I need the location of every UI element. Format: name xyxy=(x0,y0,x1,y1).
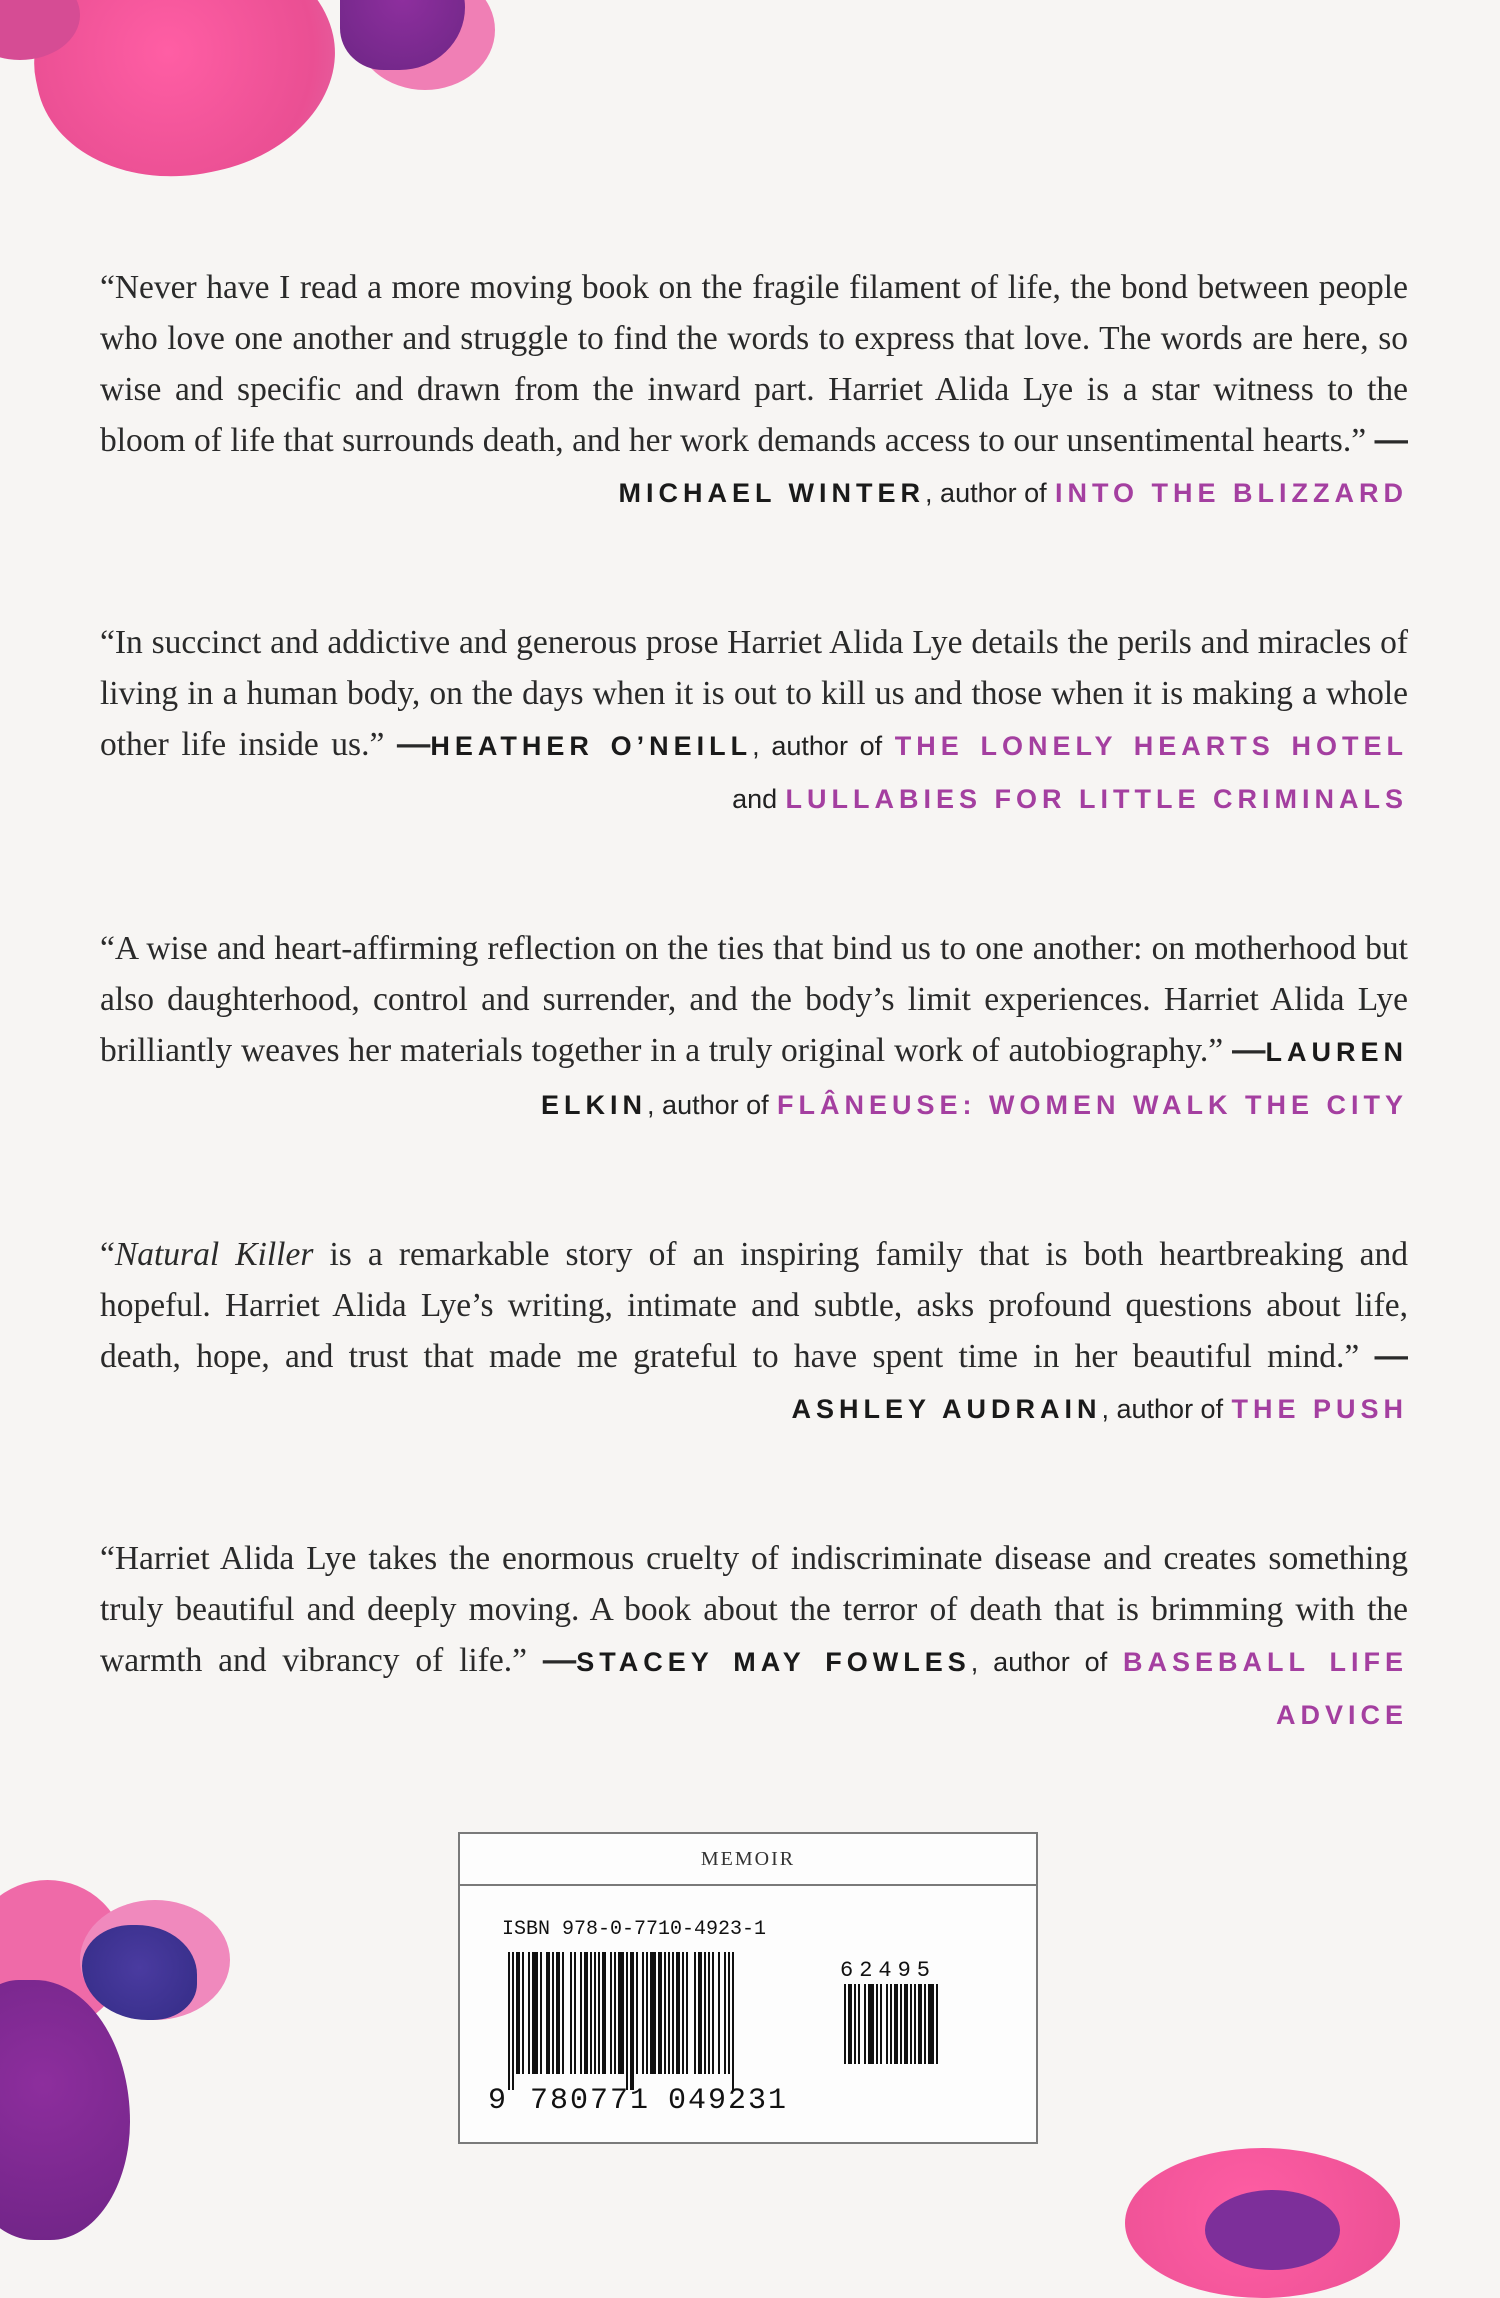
author-credit: , author of xyxy=(925,478,1047,508)
em-dash: — xyxy=(542,1642,577,1679)
barcode-bar xyxy=(614,1952,616,2074)
quote-text: “ xyxy=(100,1236,115,1273)
barcode-bar xyxy=(868,1984,874,2064)
barcode-bar xyxy=(848,1984,852,2064)
author-book-title: BASEBALL LIFE ADVICE xyxy=(1123,1647,1408,1730)
author-credit: , author of xyxy=(970,1647,1108,1677)
blurbs-section xyxy=(100,262,1408,1839)
barcode-bar xyxy=(636,1952,638,2074)
barcode-bar xyxy=(724,1952,726,2074)
barcode-bar xyxy=(552,1952,554,2074)
quote-text: “Never have I read a more moving book on the fragile filament of life, the bond between people who love one another and struggle to find the words to express that love. The words are here, so wise and specific and drawn from the inward part. Harriet Alida Lye is a star witness to the bloom of life that surrounds death, and her work demands access to our unsentimental hearts.” xyxy=(100,269,1408,459)
barcode-bar xyxy=(590,1952,592,2074)
barcode-bar xyxy=(928,1984,934,2064)
em-dash: — xyxy=(396,726,431,763)
quote-text: “Harriet Alida Lye takes the enormous cruelty of indiscriminate disease and creates something truly beautiful and deeply moving. A book about the terror of death that is brimming with the warmth and vibrancy of life.” xyxy=(100,1540,1408,1679)
barcode-bar xyxy=(698,1952,702,2074)
barcode-bar xyxy=(910,1984,912,2064)
barcode-bar xyxy=(528,1952,530,2074)
barcode-bar xyxy=(508,1952,510,2090)
quote-author: LAUREN ELKIN xyxy=(541,1037,1408,1120)
barcode-bar xyxy=(574,1952,576,2074)
barcode-bar xyxy=(570,1952,572,2074)
barcode-bar xyxy=(718,1952,720,2074)
barcode-left-digits: 780771 xyxy=(530,2084,651,2118)
barcode-bar xyxy=(584,1952,588,2074)
em-dash: — xyxy=(1374,422,1408,459)
barcode-lead-digit: 9 xyxy=(488,2084,507,2118)
barcode-bar xyxy=(936,1984,938,2064)
watercolor-blob-bottom-right-purple xyxy=(1205,2190,1340,2270)
quote-author: HEATHER O’NEILL xyxy=(430,731,753,761)
quote-author: MICHAEL WINTER xyxy=(618,478,926,508)
blurb-quote xyxy=(100,923,1408,1131)
barcode-bar xyxy=(664,1952,666,2074)
barcode-bar xyxy=(610,1952,612,2074)
watercolor-blob-bottom-left-purple xyxy=(0,1980,130,2240)
book-title-italic: Natural Killer xyxy=(114,1236,314,1273)
em-dash: — xyxy=(1374,1338,1408,1375)
barcode-bar xyxy=(676,1952,680,2074)
barcode-bar xyxy=(630,1952,634,2090)
barcode-bar xyxy=(728,1952,730,2074)
barcode-bar xyxy=(708,1952,710,2074)
barcode-bar xyxy=(732,1952,734,2090)
author-book-title: THE PUSH xyxy=(1231,1394,1408,1424)
author-book-title: LULLABIES FOR LITTLE CRIMINALS xyxy=(785,784,1408,814)
barcode-bar xyxy=(598,1952,600,2074)
quote-text: “In succinct and addictive and generous prose Harriet Alida Lye details the perils and miracles of living in a human body, on the days when it is out to kill us and those when it is making a whole other life inside us.” xyxy=(100,624,1408,763)
barcode-bar xyxy=(532,1952,538,2074)
author-book-title: FLÂNEUSE: WOMEN WALK THE CITY xyxy=(777,1090,1408,1120)
genre-label: MEMOIR xyxy=(460,1834,1036,1886)
barcode-bar xyxy=(668,1952,670,2074)
barcode-bar xyxy=(650,1952,656,2074)
barcode-bar xyxy=(880,1984,882,2064)
barcode-bar xyxy=(626,1952,628,2090)
barcode-bar xyxy=(618,1952,624,2074)
barcode-bar xyxy=(864,1984,866,2064)
author-credit: , author of xyxy=(1101,1394,1224,1424)
barcode-bar xyxy=(886,1984,888,2064)
blurb-quote xyxy=(100,1533,1408,1741)
barcode-bar xyxy=(914,1984,916,2064)
author-book-title: THE LONELY HEARTS HOTEL xyxy=(894,731,1409,761)
barcode-bar xyxy=(694,1952,696,2074)
barcode-bar xyxy=(858,1984,860,2064)
quote-text: “A wise and heart-affirming reflection on the ties that bind us to one another: on motherhood but also daughterhood, control and surrender, and the body’s limit experiences. Harriet Alida Lye brilliantly weaves her materials together in a truly original work of autobiography.” xyxy=(100,930,1408,1069)
blurb-quote xyxy=(100,617,1408,825)
barcode-bar xyxy=(712,1952,714,2074)
barcode-bar xyxy=(516,1952,520,2074)
barcode-bar xyxy=(844,1984,846,2064)
barcode-bar xyxy=(876,1984,878,2064)
barcode-bar xyxy=(602,1952,606,2074)
blurb-quote xyxy=(100,1229,1408,1435)
barcode-right-digits: 049231 xyxy=(668,2084,789,2118)
barcode-panel xyxy=(458,1832,1038,2144)
barcode-bar xyxy=(682,1952,684,2074)
barcode-bar xyxy=(686,1952,688,2074)
barcode-bar xyxy=(658,1952,662,2074)
blurb-quote xyxy=(100,262,1408,519)
quote-author: STACEY MAY FOWLES xyxy=(576,1647,971,1677)
barcode-bar xyxy=(522,1952,524,2074)
barcode-bar xyxy=(646,1952,648,2074)
barcode-bar xyxy=(562,1952,564,2074)
barcode-bar xyxy=(854,1984,856,2064)
barcode-bar xyxy=(924,1984,926,2064)
barcode-bar xyxy=(580,1952,582,2074)
quote-text: is a remarkable story of an inspiring family that is both heartbreaking and hopeful. Harriet Alida Lye’s writing, intimate and subtle, asks profound questions about life, death, hope, and trust that made me grateful to have spent time in her beautiful mind.” xyxy=(100,1236,1408,1375)
em-dash: — xyxy=(1232,1032,1266,1069)
works-joiner: and xyxy=(732,784,778,814)
barcode-bar xyxy=(512,1952,514,2090)
isbn-label: ISBN 978-0-7710-4923-1 xyxy=(502,1918,767,1941)
barcode-bar xyxy=(900,1984,902,2064)
barcode-bar xyxy=(556,1952,560,2074)
addon-barcode xyxy=(842,1984,952,2084)
author-credit: , author of xyxy=(647,1090,769,1120)
addon-digits: 62495 xyxy=(840,1958,937,1983)
barcode-bar xyxy=(672,1952,674,2074)
barcode-bar xyxy=(704,1952,706,2074)
barcode-bar xyxy=(546,1952,550,2074)
barcode-bar xyxy=(890,1984,892,2064)
barcode-bar xyxy=(594,1952,596,2074)
barcode-bar xyxy=(904,1984,908,2064)
author-book-title: INTO THE BLIZZARD xyxy=(1055,478,1408,508)
barcode-bar xyxy=(540,1952,542,2074)
quote-author: ASHLEY AUDRAIN xyxy=(791,1394,1102,1424)
barcode-bar xyxy=(642,1952,644,2074)
ean-barcode xyxy=(488,1952,808,2090)
barcode-bar xyxy=(918,1984,922,2064)
author-credit: , author of xyxy=(752,731,883,761)
barcode-bar xyxy=(894,1984,898,2064)
